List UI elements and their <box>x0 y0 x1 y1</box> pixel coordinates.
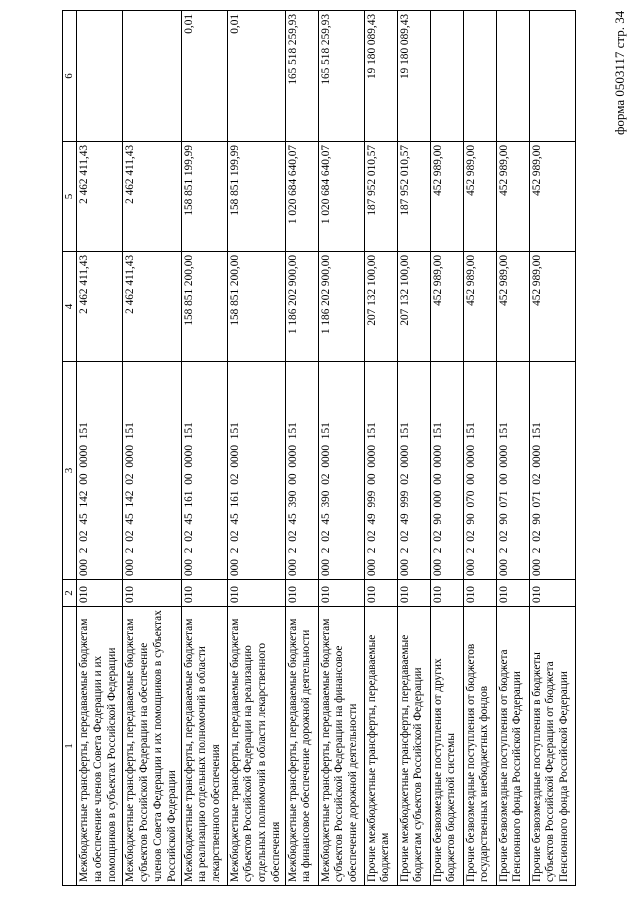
header-row <box>63 11 77 886</box>
column-header: 2 <box>63 580 77 607</box>
row-name-cell: Межбюджетные трансферты, передаваемые бюджетам на обеспечение членов Совета Федерации и их помощников в субъектах Российской Федерации <box>77 607 123 886</box>
row-executed-cell: 187 952 010,57 <box>397 142 430 252</box>
row-approved-cell: 1 186 202 900,00 <box>285 252 318 362</box>
row-budget-code-cell: 000 2 02 45 390 00 0000 151 <box>285 362 318 580</box>
row-approved-cell: 452 989,00 <box>496 252 529 362</box>
table-row <box>285 11 318 886</box>
revenue-table <box>62 10 576 886</box>
row-name-cell: Прочие безвозмездные поступления от бюджета Пенсионного фонда Российской Федерации <box>496 607 529 886</box>
row-budget-code-cell: 000 2 02 90 070 00 0000 151 <box>463 362 496 580</box>
row-budget-code-cell: 000 2 02 45 390 02 0000 151 <box>318 362 364 580</box>
row-unexecuted-cell <box>123 11 181 142</box>
row-line-code-cell: 010 <box>463 580 496 607</box>
row-name-cell: Межбюджетные трансферты, передаваемые бюджетам на реализацию отдельных полномочий в области лекарственного обеспечения <box>181 607 227 886</box>
row-unexecuted-cell: 19 180 089,43 <box>364 11 397 142</box>
column-header: 1 <box>63 607 77 886</box>
form-label: форма 0503117 стр. 34 <box>612 10 627 135</box>
row-executed-cell: 2 462 411,43 <box>123 142 181 252</box>
column-header: 6 <box>63 11 77 142</box>
row-name-cell: Межбюджетные трансферты, передаваемые бюджетам субъектов Российской Федерации на обеспечение членов Совета Федерации и их помощников в субъектах Российской Федерации <box>123 607 181 886</box>
row-budget-code-cell: 000 2 02 49 999 02 0000 151 <box>397 362 430 580</box>
row-line-code-cell: 010 <box>285 580 318 607</box>
row-executed-cell: 452 989,00 <box>430 142 463 252</box>
row-budget-code-cell: 000 2 02 90 071 00 0000 151 <box>496 362 529 580</box>
row-line-code-cell: 010 <box>181 580 227 607</box>
row-unexecuted-cell <box>529 11 575 142</box>
row-unexecuted-cell: 0,01 <box>227 11 285 142</box>
table-row <box>77 11 123 886</box>
table-row <box>227 11 285 886</box>
row-executed-cell: 1 020 684 640,07 <box>318 142 364 252</box>
row-name-cell: Прочие безвозмездные поступления от бюджетов государственных внебюджетных фондов <box>463 607 496 886</box>
row-approved-cell: 207 132 100,00 <box>364 252 397 362</box>
row-executed-cell: 452 989,00 <box>463 142 496 252</box>
row-unexecuted-cell <box>430 11 463 142</box>
row-budget-code-cell: 000 2 02 90 071 02 0000 151 <box>529 362 575 580</box>
row-budget-code-cell: 000 2 02 45 161 00 0000 151 <box>181 362 227 580</box>
row-line-code-cell: 010 <box>364 580 397 607</box>
row-budget-code-cell: 000 2 02 49 999 00 0000 151 <box>364 362 397 580</box>
row-line-code-cell: 010 <box>77 580 123 607</box>
row-name-cell: Прочие безвозмездные поступления от других бюджетов бюджетной системы <box>430 607 463 886</box>
row-approved-cell: 158 851 200,00 <box>227 252 285 362</box>
row-approved-cell: 452 989,00 <box>463 252 496 362</box>
row-budget-code-cell: 000 2 02 90 000 00 0000 151 <box>430 362 463 580</box>
row-unexecuted-cell: 19 180 089,43 <box>397 11 430 142</box>
row-budget-code-cell: 000 2 02 45 142 02 0000 151 <box>123 362 181 580</box>
column-header: 3 <box>63 362 77 580</box>
table-row <box>463 11 496 886</box>
column-header: 5 <box>63 142 77 252</box>
row-unexecuted-cell: 165 518 259,93 <box>318 11 364 142</box>
row-line-code-cell: 010 <box>123 580 181 607</box>
table-row <box>430 11 463 886</box>
row-executed-cell: 187 952 010,57 <box>364 142 397 252</box>
row-executed-cell: 158 851 199,99 <box>227 142 285 252</box>
row-line-code-cell: 010 <box>397 580 430 607</box>
table-row <box>397 11 430 886</box>
table-row <box>529 11 575 886</box>
row-line-code-cell: 010 <box>227 580 285 607</box>
row-line-code-cell: 010 <box>496 580 529 607</box>
row-name-cell: Прочие межбюджетные трансферты, передаваемые бюджетам <box>364 607 397 886</box>
table-row <box>364 11 397 886</box>
row-line-code-cell: 010 <box>529 580 575 607</box>
table-row <box>123 11 181 886</box>
row-executed-cell: 158 851 199,99 <box>181 142 227 252</box>
row-executed-cell: 2 462 411,43 <box>77 142 123 252</box>
row-unexecuted-cell: 165 518 259,93 <box>285 11 318 142</box>
row-budget-code-cell: 000 2 02 45 161 02 0000 151 <box>227 362 285 580</box>
row-unexecuted-cell <box>77 11 123 142</box>
table-row <box>496 11 529 886</box>
row-approved-cell: 452 989,00 <box>529 252 575 362</box>
row-unexecuted-cell <box>496 11 529 142</box>
row-name-cell: Прочие безвозмездные поступления в бюджеты субъектов Российской Федерации от бюджета Пенсионного фонда Российской Федерации <box>529 607 575 886</box>
table-row <box>181 11 227 886</box>
row-unexecuted-cell: 0,01 <box>181 11 227 142</box>
row-approved-cell: 158 851 200,00 <box>181 252 227 362</box>
row-executed-cell: 1 020 684 640,07 <box>285 142 318 252</box>
column-header: 4 <box>63 252 77 362</box>
row-approved-cell: 452 989,00 <box>430 252 463 362</box>
row-name-cell: Прочие межбюджетные трансферты, передаваемые бюджетам субъектов Российской Федерации <box>397 607 430 886</box>
row-approved-cell: 207 132 100,00 <box>397 252 430 362</box>
row-unexecuted-cell <box>463 11 496 142</box>
row-line-code-cell: 010 <box>430 580 463 607</box>
row-name-cell: Межбюджетные трансферты, передаваемые бюджетам субъектов Российской Федерации на финансовое обеспечение дорожной деятельности <box>318 607 364 886</box>
row-budget-code-cell: 000 2 02 45 142 00 0000 151 <box>77 362 123 580</box>
table-row <box>318 11 364 886</box>
row-name-cell: Межбюджетные трансферты, передаваемые бюджетам субъектов Российской Федерации на реализацию отдельных полномочий в области лекарственного обеспечения <box>227 607 285 886</box>
row-executed-cell: 452 989,00 <box>496 142 529 252</box>
row-line-code-cell: 010 <box>318 580 364 607</box>
row-approved-cell: 2 462 411,43 <box>77 252 123 362</box>
row-executed-cell: 452 989,00 <box>529 142 575 252</box>
row-approved-cell: 2 462 411,43 <box>123 252 181 362</box>
row-name-cell: Межбюджетные трансферты, передаваемые бюджетам на финансовое обеспечение дорожной деятельности <box>285 607 318 886</box>
row-approved-cell: 1 186 202 900,00 <box>318 252 364 362</box>
